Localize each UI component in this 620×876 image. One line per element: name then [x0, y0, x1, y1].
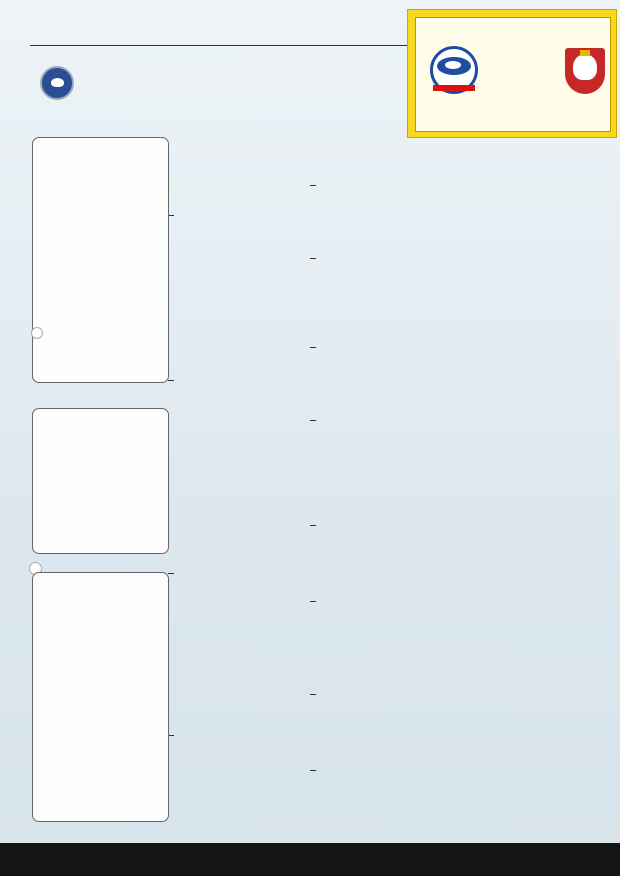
father-card [32, 137, 169, 383]
bullet-dot [31, 327, 43, 339]
pzhgp-logo [430, 46, 478, 94]
ownership-card [407, 9, 617, 138]
eagle-emblem [565, 48, 605, 94]
header-rule [30, 45, 410, 46]
mother-card [32, 572, 169, 822]
subject-card [32, 408, 169, 554]
club-logo [40, 66, 74, 100]
contact-footer [0, 843, 620, 876]
